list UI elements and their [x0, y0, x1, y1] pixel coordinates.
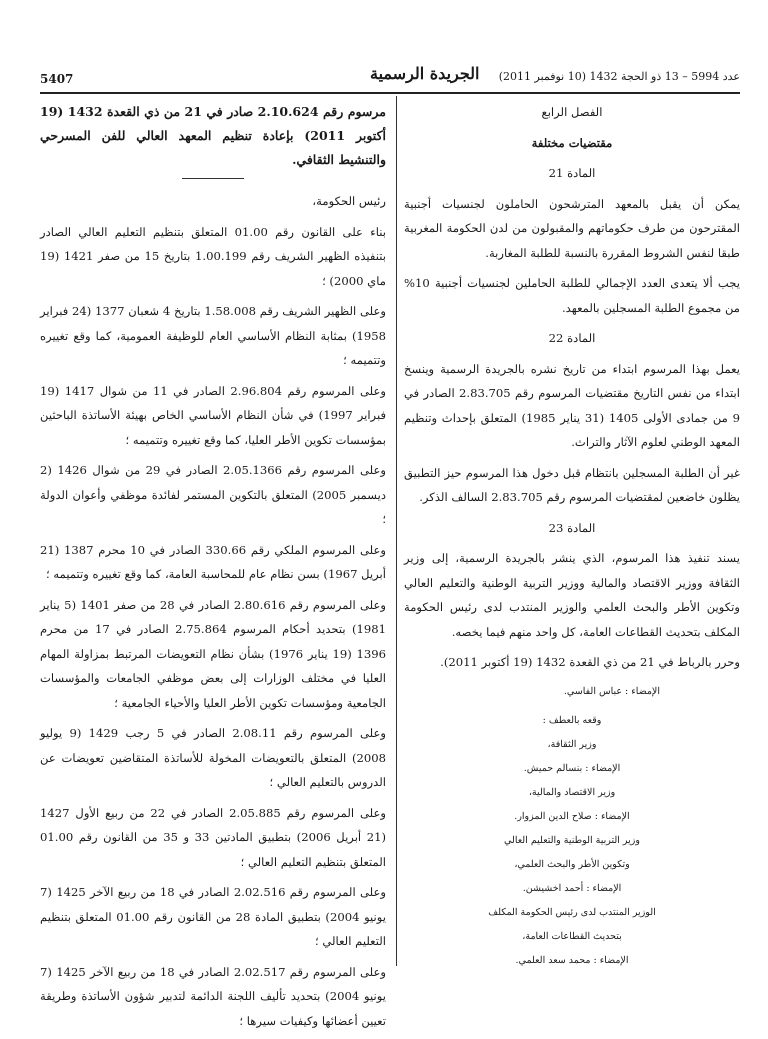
preamble-5: وعلى المرسوم الملكي رقم 330.66 الصادر في 10 محرم 1387 (21 أبريل 1967) بسن نظام عام للمحاسبة العامة، كما وقع تغييره وتتميمه ؛: [40, 542, 387, 581]
column-divider: [396, 96, 397, 966]
preamble-9: وعلى المرسوم رقم 2.02.516 الصادر في 18 من ربيع الآخر 1425 (7 يونيو 2004) بتطبيق المادة 28 من القانون رقم 01.00 المتعلق بتنظيم التعليم العالي ؛: [40, 885, 386, 948]
article-22-paragraph-2: غير أن الطلبة المسجلين بانتظام قبل دخول هذا المرسوم حيز التطبيق يظلون خاضعين لمقتضيات المرسوم رقم 2.83.705 السالف الذكر.: [404, 465, 740, 504]
article-21-paragraph-2: يجب ألا يتعدى العدد الإجمالي للطلبة الحاملين لجنسيات أجنبية 10% من مجموع الطلبة المسجلين بالمعهد.: [404, 276, 740, 315]
preamble-8: وعلى المرسوم رقم 2.05.885 الصادر في 22 من ربيع الأول 1427 (21 أبريل 2006) بتطبيق المادتين 33 و 35 من القانون رقم 01.00 المتعلق بتنظيم التعليم العالي ؛: [40, 805, 386, 869]
header-divider: [40, 92, 740, 94]
prime-minister-label: رئيس الحكومة،: [312, 194, 386, 208]
preamble-2: وعلى الظهير الشريف رقم 1.58.008 بتاريخ 4 شعبان 1377 (24 فبراير 1958) بمثابة النظام الأساسي العام للوظيفة العمومية، كما وقع تغييره وتتميمه ؛: [40, 304, 386, 367]
left-column: [40, 100, 386, 1039]
minister-4-signature: الإمضاء : محمد سعد العلمي.: [515, 954, 629, 966]
countersignatures: [404, 709, 740, 973]
decree-title: مرسوم رقم 2.10.624 صادر في 21 من ذي القعدة 1432 (19 أكتوبر 2011) بإعادة تنظيم المعهد العالي للفن المسرحي والتنشيط الثقافي.: [40, 104, 386, 167]
minister-3-title-cont: وتكوين الأطر والبحث العلمي،: [514, 858, 630, 870]
minister-2-signature: الإمضاء : صلاح الدين المزوار.: [514, 810, 630, 822]
preamble-7: وعلى المرسوم رقم 2.08.11 الصادر في 5 رجب 1429 (9 يوليو 2008) المتعلق بالتعويضات المخولة للأساتذة المتقاضين تعويضات عن الدروس بالتعليم العالي ؛: [40, 726, 386, 789]
preamble-3: وعلى المرسوم رقم 2.96.804 الصادر في 11 من شوال 1417 (19 فبراير 1997) في شأن النظام الأساسي الخاص بهيئة الأساتذة الباحثين بمؤسسات تكوين الأطر العليا، كما وقع تغييره وتتميمه ؛: [40, 383, 386, 447]
gazette-title: الجريدة الرسمية: [370, 64, 480, 83]
chapter-heading: الفصل الرابع: [541, 105, 603, 119]
done-at-line: وحرر بالرباط في 21 من ذي القعدة 1432 (19 أكتوبر 2011).: [440, 655, 740, 669]
preamble-10: وعلى المرسوم رقم 2.02.517 الصادر في 18 من ربيع الآخر 1425 (7 يونيو 2004) بتحديد تأليف اللجنة الدائمة لتدبير شؤون الأساتذة وطريقة تعيين أعضائها وكيفيات سيرها ؛: [40, 964, 386, 1028]
minister-3-title: وزير التربية الوطنية والتعليم العالي: [504, 834, 640, 846]
pm-signature: الإمضاء : عباس الفاسي.: [563, 685, 660, 697]
page-header: [40, 64, 740, 88]
article-23-paragraph-1: يسند تنفيذ هذا المرسوم، الذي ينشر بالجريدة الرسمية، إلى وزير الثقافة ووزير الاقتصاد والمالية ووزير التربية الوطنية والتعليم العالي وتكوين الأطر والبحث العلمي والوزير المنتدب لدى رئيس الحكومة المكلف بتحديث القطاعات العامة، كل واحد منهم فيما يخصه.: [404, 551, 740, 639]
minister-1-signature: الإمضاء : بنسالم حميش.: [523, 762, 621, 774]
minister-4-title: الوزير المنتدب لدى رئيس الحكومة المكلف: [488, 906, 656, 918]
minister-4-title-cont: بتحديث القطاعات العامة،: [522, 930, 622, 942]
minister-2-title: وزير الاقتصاد والمالية،: [528, 786, 616, 798]
title-rule: [182, 178, 244, 179]
page-number: 5407: [40, 72, 74, 86]
preamble-6: وعلى المرسوم رقم 2.80.616 الصادر في 28 من صفر 1401 (5 يناير 1981) بتحديد أحكام المرسوم 2.75.864 الصادر في 17 من محرم 1396 (19 يناير 1976) بشأن نظام التعويضات المرتبط بمزاولة المهام العليا في مختلف الوزارات إلى بعض موظفي الجامعات والمؤسسات الجامعية ومؤسسات تكوين الأطر العليا والأحياء الجامعية ؛: [40, 597, 386, 710]
article-21-paragraph-1: يمكن أن يقبل بالمعهد المترشحون الحاملون لجنسيات أجنبية المقترحون من طرف حكوماتهم والمقبولون من لدن الحكومة المغربية طبقا لنفس الشروط المقررة بالنسبة للطلبة المغاربة.: [404, 196, 740, 260]
right-column: [404, 100, 740, 973]
article-22-paragraph-1: يعمل بهذا المرسوم ابتداء من تاريخ نشره بالجريدة الرسمية وينسخ ابتداء من نفس التاريخ مقتضيات المرسوم رقم 2.83.705 الصادر في 9 من جمادى الأولى 1405 (31 يناير 1985) المتعلق بإحداث وتنظيم المعهد الوطني لعلوم الآثار والتراث.: [404, 361, 740, 449]
article-22-heading: المادة 22: [548, 331, 596, 345]
countersigned-label: وقعه بالعطف :: [542, 714, 602, 726]
article-23-heading: المادة 23: [548, 520, 596, 535]
minister-1-title: وزير الثقافة،: [547, 738, 597, 750]
article-21-heading: المادة 21: [548, 166, 596, 180]
minister-3-signature: الإمضاء : أحمد اخشيشن.: [522, 882, 622, 894]
preamble-4: وعلى المرسوم رقم 2.05.1366 الصادر في 29 من شوال 1426 (2 ديسمبر 2005) المتعلق بالتكوين المستمر لفائدة موظفي وأعوان الدولة ؛: [40, 463, 386, 526]
chapter-subtitle: مقتضيات مختلفة: [531, 135, 613, 150]
preamble-1: بناء على القانون رقم 01.00 المتعلق بتنظيم التعليم العالي الصادر بتنفيذه الظهير الشريف رقم 1.00.199 بتاريخ 15 من صفر 1421 (19 ماي 2000) ؛: [40, 224, 386, 288]
issue-info: عدد 5994 – 13 ذو الحجة 1432 (10 نوفمبر 2011): [498, 70, 740, 83]
